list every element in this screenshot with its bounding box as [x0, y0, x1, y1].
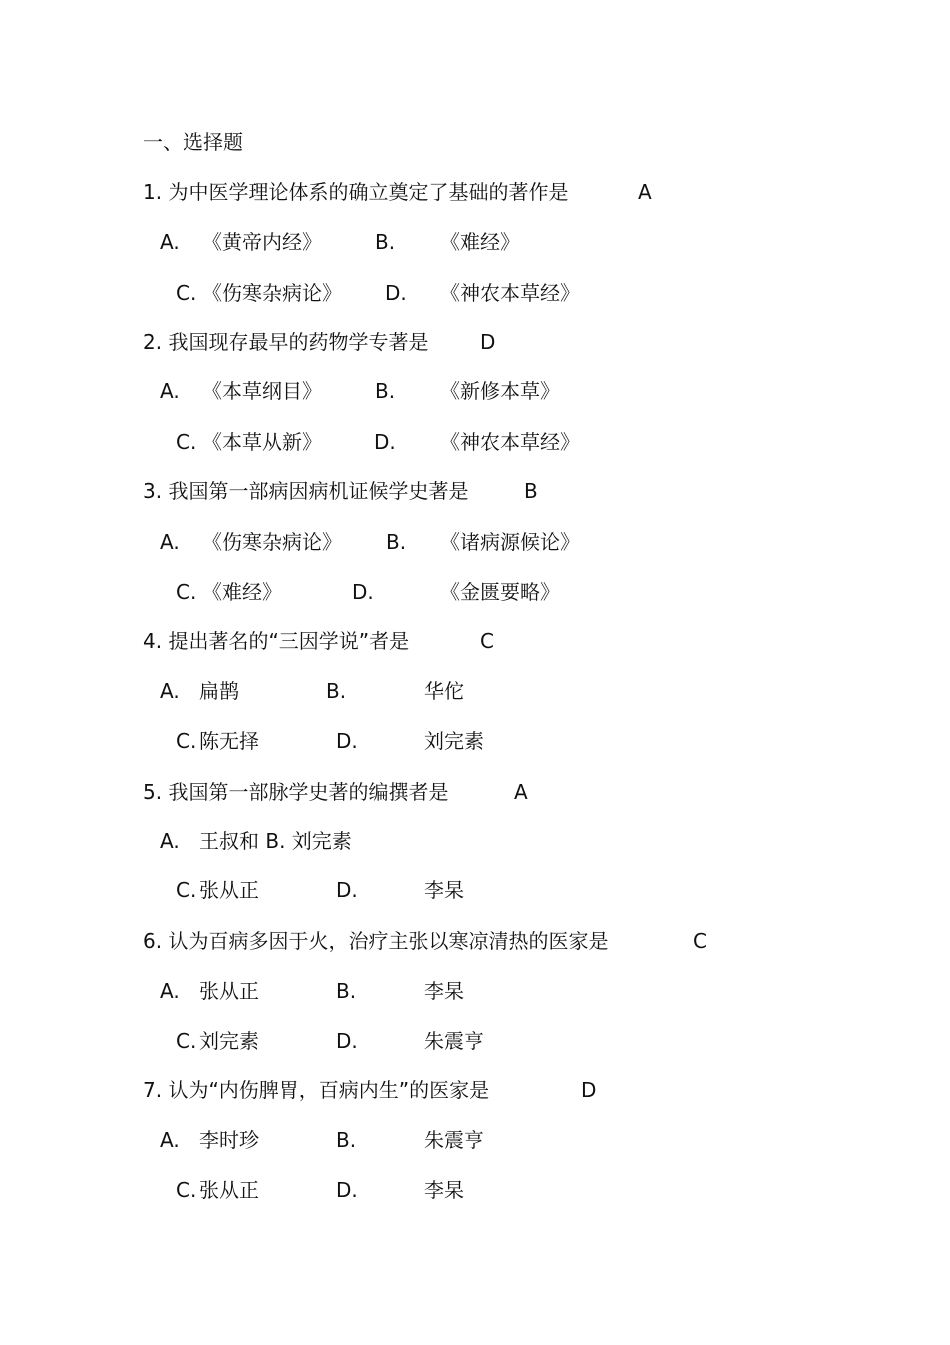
question-3-answer: B [524, 479, 538, 503]
option-letter: B. [375, 379, 396, 403]
question-6-stem: 6. 认为百病多因于火，治疗主张以寒凉清热的医家是 [143, 929, 609, 953]
question-2-answer: D [480, 330, 496, 354]
option-letter: C. [176, 580, 197, 604]
option-letter: C. [176, 729, 197, 753]
question-6-answer: C [693, 929, 707, 953]
option-text: 张从正 [199, 979, 259, 1003]
option-text: 《诸病源候论》 [440, 530, 580, 554]
option-letter: D. [336, 1029, 358, 1053]
option-text: 《神农本草经》 [440, 281, 580, 305]
option-letter: A. [160, 829, 180, 853]
option-text: 张从正 [199, 878, 259, 902]
option-text: 《本草纲目》 [202, 379, 322, 403]
option-text: 李时珍 [199, 1128, 259, 1152]
option-letter: B. [336, 979, 357, 1003]
question-3-stem: 3. 我国第一部病因病机证候学史著是 [143, 479, 469, 503]
option-text: 《难经》 [440, 230, 520, 254]
option-text: 朱震亨 [424, 1128, 484, 1152]
option-text: 刘完素 [199, 1029, 259, 1053]
option-letter: A. [160, 530, 180, 554]
question-1-stem: 1. 为中医学理论体系的确立奠定了基础的著作是 [143, 180, 569, 204]
option-letter: A. [160, 1128, 180, 1152]
option-text: 《黄帝内经》 [202, 230, 322, 254]
option-text: 李杲 [424, 878, 464, 902]
option-letter: C. [176, 430, 197, 454]
option-text: 张从正 [199, 1178, 259, 1202]
option-letter: D. [336, 1178, 358, 1202]
option-text: 《新修本草》 [440, 379, 560, 403]
option-letter: A. [160, 379, 180, 403]
option-letter: C. [176, 878, 197, 902]
option-text: 扁鹊 [199, 679, 239, 703]
option-text: 王叔和 B. 刘完素 [199, 829, 352, 853]
option-letter: D. [385, 281, 407, 305]
option-letter: D. [352, 580, 374, 604]
option-letter: B. [326, 679, 347, 703]
option-letter: A. [160, 230, 180, 254]
question-1-answer: A [638, 180, 652, 204]
option-text: 陈无择 [199, 729, 259, 753]
option-letter: D. [336, 729, 358, 753]
question-7-stem: 7. 认为“内伤脾胃，百病内生”的医家是 [143, 1078, 490, 1102]
section-title: 一、选择题 [143, 130, 243, 154]
option-text: 《本草从新》 [202, 430, 322, 454]
option-text: 《难经》 [202, 580, 282, 604]
option-text: 《伤寒杂病论》 [202, 530, 342, 554]
option-text: 李杲 [424, 1178, 464, 1202]
question-4-answer: C [480, 629, 494, 653]
option-letter: D. [374, 430, 396, 454]
question-7-answer: D [581, 1078, 597, 1102]
option-letter: C. [176, 1178, 197, 1202]
option-text: 华佗 [424, 679, 464, 703]
option-letter: C. [176, 281, 197, 305]
option-text: 李杲 [424, 979, 464, 1003]
option-text: 《金匮要略》 [440, 580, 560, 604]
option-letter: A. [160, 679, 180, 703]
option-text: 《神农本草经》 [440, 430, 580, 454]
option-text: 《伤寒杂病论》 [202, 281, 342, 305]
option-text: 朱震亨 [424, 1029, 484, 1053]
option-text: 刘完素 [424, 729, 484, 753]
question-4-stem: 4. 提出著名的“三因学说”者是 [143, 629, 410, 653]
question-2-stem: 2. 我国现存最早的药物学专著是 [143, 330, 429, 354]
option-letter: B. [336, 1128, 357, 1152]
option-letter: B. [386, 530, 407, 554]
question-5-answer: A [514, 780, 528, 804]
question-5-stem: 5. 我国第一部脉学史著的编撰者是 [143, 780, 449, 804]
option-letter: A. [160, 979, 180, 1003]
option-letter: C. [176, 1029, 197, 1053]
option-letter: D. [336, 878, 358, 902]
option-letter: B. [375, 230, 396, 254]
